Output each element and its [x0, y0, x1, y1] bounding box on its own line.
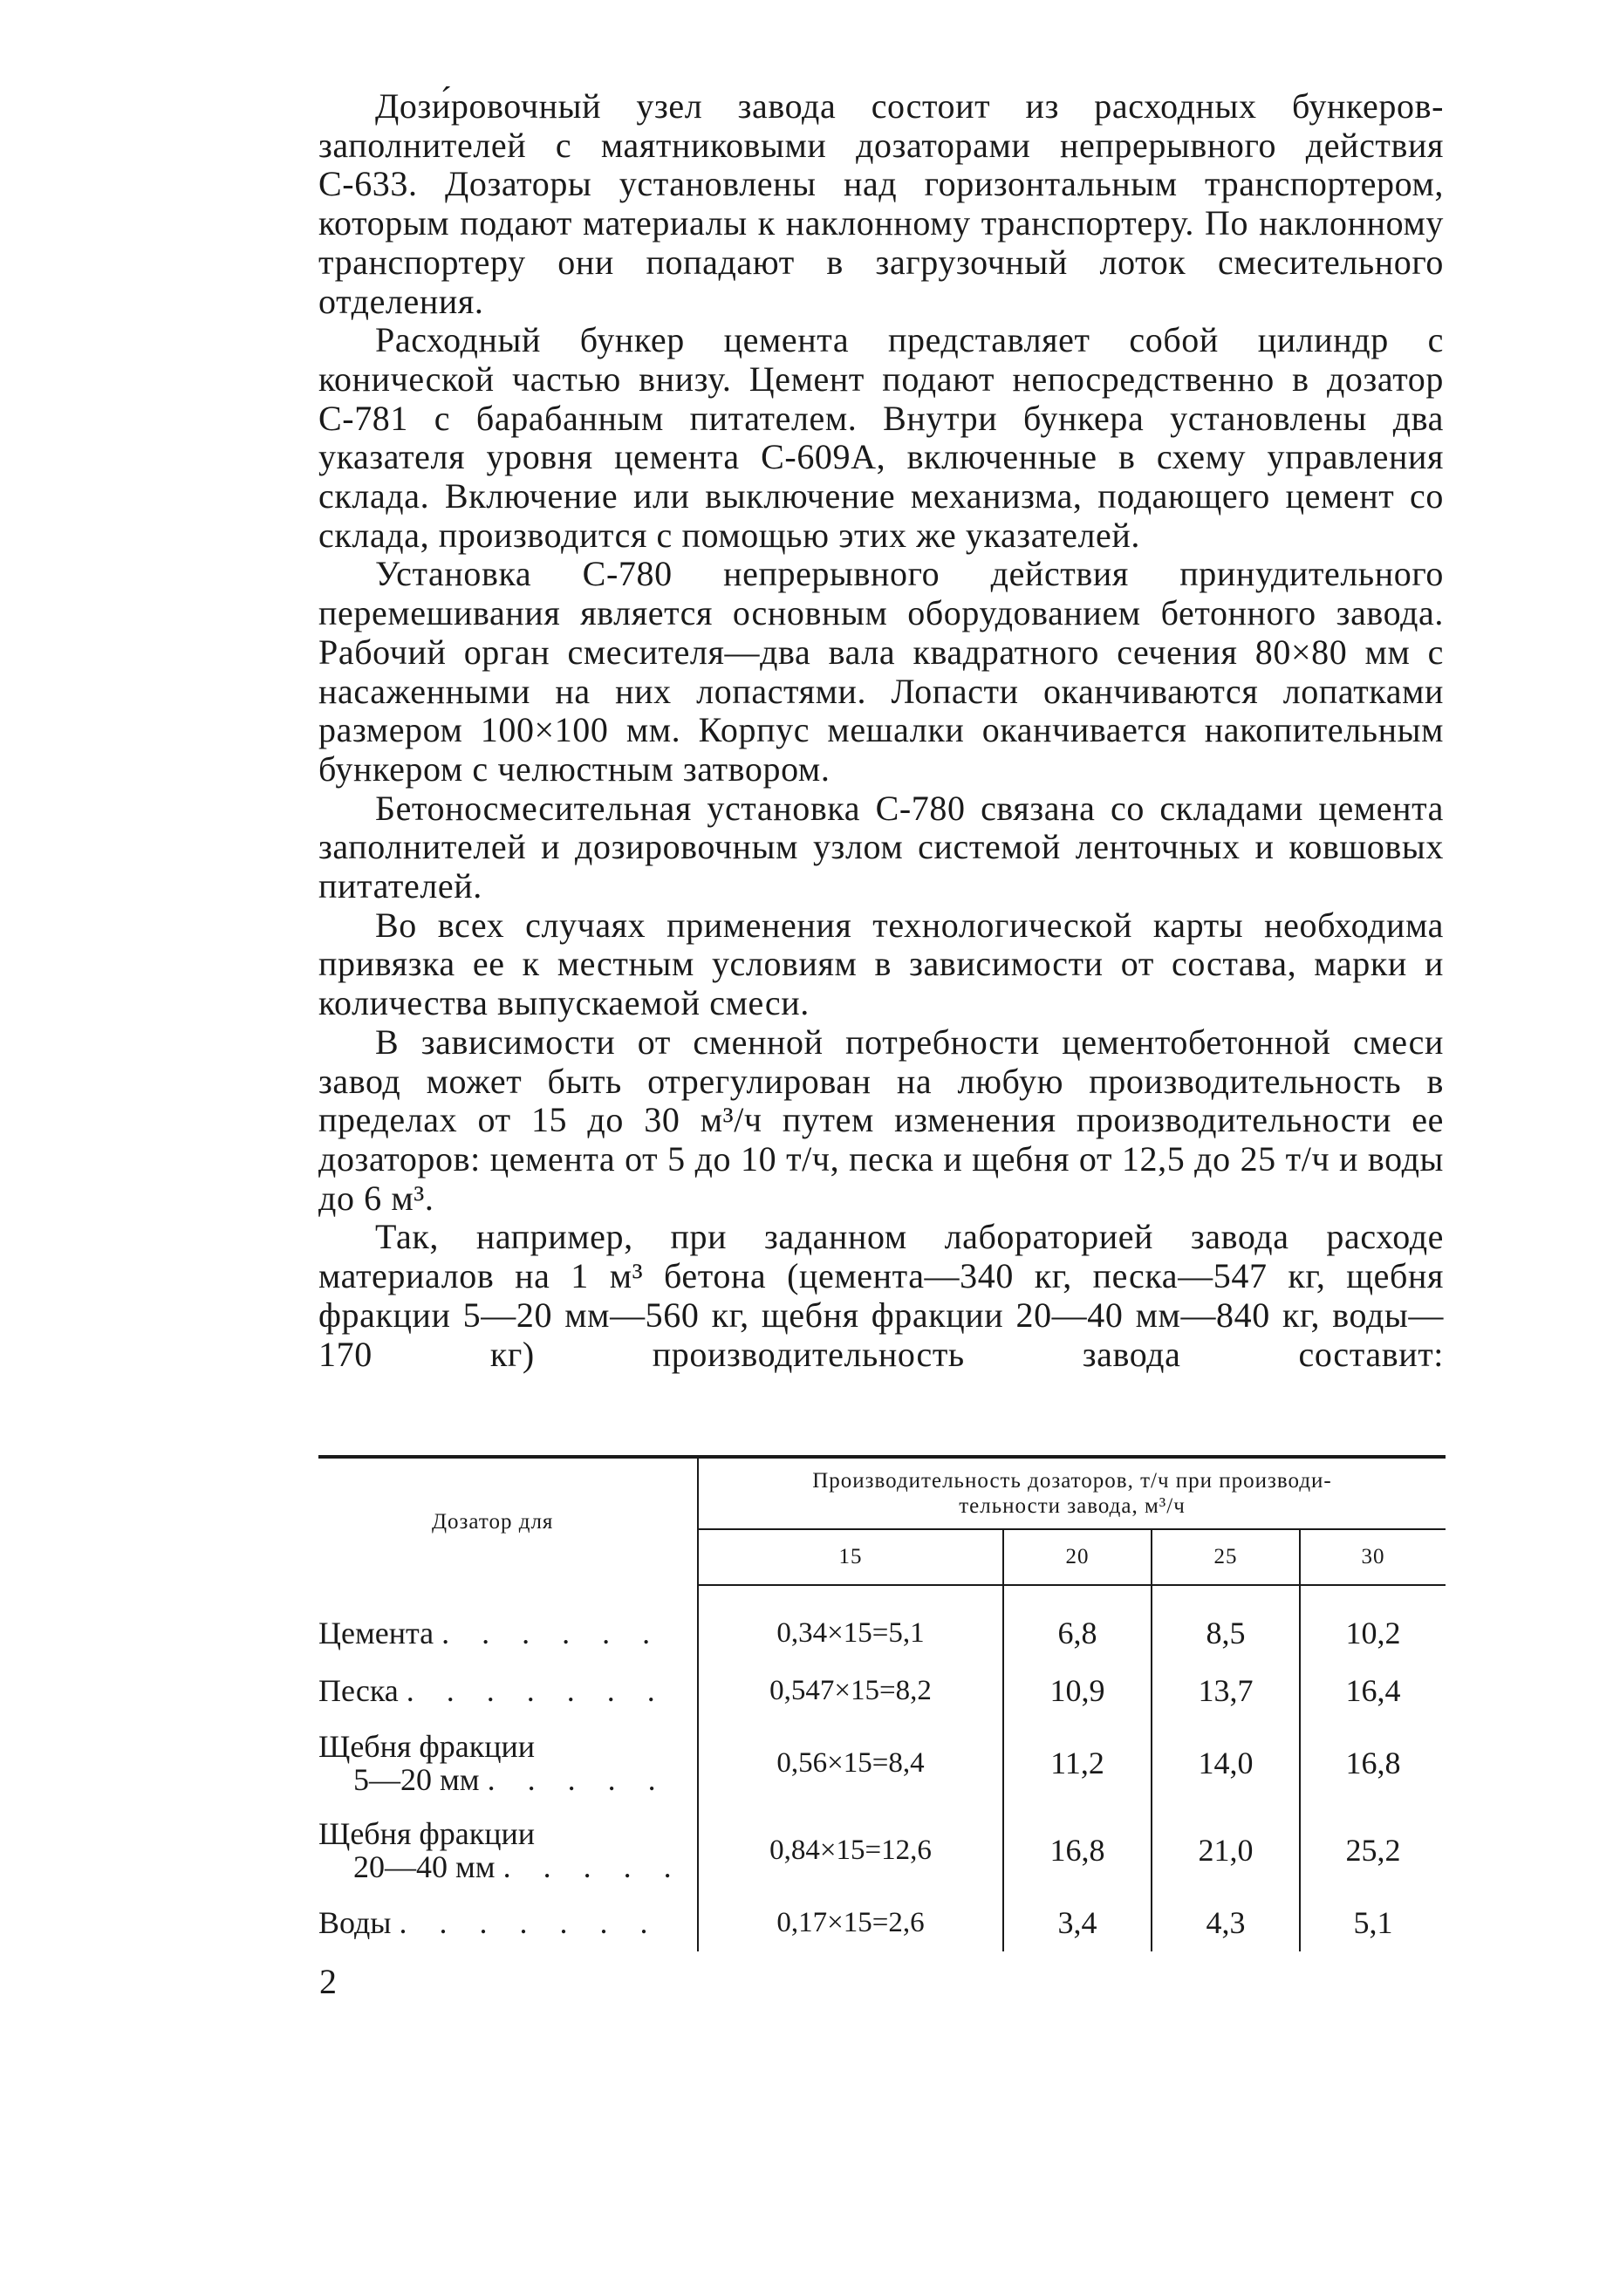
paragraph-cement-bunker: Расходный бункер цемента представляет собой цилиндр с конической частью внизу. Цемент подают непосредственно в дозатор С-781 с барабанным питателем. Внутри бункера установлены два указателя уровня цемента С-609А, включенные в схему управления склада. Включение или выключение механизма, подающего цемент со склада, производится с помощью этих же указателей.: [318, 320, 1444, 555]
value-cell-25: 21,0: [1152, 1807, 1300, 1894]
value-cell-30: 16,4: [1300, 1662, 1446, 1719]
value-cell-20: 16,8: [1003, 1807, 1152, 1894]
column-header-20: 20: [1003, 1529, 1152, 1585]
row-label: Воды . . . . . . .: [318, 1905, 660, 1940]
column-header-30: 30: [1300, 1529, 1446, 1585]
row-header-label: Дозатор для: [432, 1509, 554, 1534]
table-row: [318, 1585, 1446, 1662]
group-header-cell: [698, 1457, 1446, 1529]
formula-cell: 0,84×15=12,6: [698, 1807, 1003, 1894]
formula-cell: 0,17×15=2,6: [698, 1894, 1003, 1951]
value-cell-20: 10,9: [1003, 1662, 1152, 1719]
column-header-15: 15: [698, 1529, 1003, 1585]
paragraph-productivity-range: В зависимости от сменной потребности цементобетонной смеси завод может быть отрегулирован на любую производительность в пределах от 15 до 30 м³/ч путем изменения производительности ее дозаторов: цемента от 5 до 10 т/ч, песка и щебня от 12,5 до 25 т/ч и воды до 6 м³.: [318, 1022, 1444, 1218]
value-cell-30: 25,2: [1300, 1807, 1446, 1894]
table-header-row: [318, 1457, 1446, 1529]
dosage-table: [318, 1455, 1446, 1951]
paragraph-mixer-c780: Установка С-780 непрерывного действия принудительного перемешивания является основным оборудованием бетонного завода. Рабочий орган смесителя—два вала квадратного сечения 80×80 мм с насаженными на них лопастями. Лопасти оканчиваются лопатками размером 100×100 мм. Корпус мешалки оканчивается накопительным бункером с челюстным затвором.: [318, 554, 1444, 789]
table-row: [318, 1662, 1446, 1719]
table-row: [318, 1807, 1446, 1894]
group-header-line1: Производительность дозаторов, т/ч при производи-: [812, 1469, 1332, 1493]
paragraph-dosing-unit: Дози́ровочный узел завода состоит из расходных бункеров-заполнителей с маятниковыми дозаторами непрерывного действия С-633. Дозаторы установлены над горизонтальным транспортером, которым подают материалы к наклонному транспортеру. По наклонному транспортеру они попадают в загрузочный лоток смесительного отделения.: [318, 86, 1444, 321]
formula-cell: 0,56×15=8,4: [698, 1719, 1003, 1807]
formula-cell: 0,34×15=5,1: [698, 1585, 1003, 1662]
row-header-cell: [318, 1457, 698, 1585]
column-header-25: 25: [1152, 1529, 1300, 1585]
value-cell-30: 5,1: [1300, 1894, 1446, 1951]
paragraph-local-conditions: Во всех случаях применения технологической карты необходима привязка ее к местным условиям в зависимости от состава, марки и количества выпускаемой смеси.: [318, 905, 1444, 1023]
value-cell-20: 6,8: [1003, 1585, 1152, 1662]
value-cell-25: 4,3: [1152, 1894, 1300, 1951]
value-cell-30: 10,2: [1300, 1585, 1446, 1662]
value-cell-25: 8,5: [1152, 1585, 1300, 1662]
page-number: 2: [319, 1962, 337, 2001]
row-label: Щебня фракции 20—40 мм . . . . .: [318, 1816, 684, 1884]
value-cell-20: 11,2: [1003, 1719, 1152, 1807]
value-cell-20: 3,4: [1003, 1894, 1152, 1951]
value-cell-25: 13,7: [1152, 1662, 1300, 1719]
table-row: [318, 1719, 1446, 1807]
document-body: [318, 87, 1444, 1374]
formula-cell: 0,547×15=8,2: [698, 1662, 1003, 1719]
table-row: [318, 1894, 1446, 1951]
row-label: Щебня фракции 5—20 мм . . . . .: [318, 1729, 668, 1797]
row-label: Цемента . . . . . .: [318, 1615, 663, 1650]
value-cell-30: 16,8: [1300, 1719, 1446, 1807]
group-header-line2: тельности завода, м³/ч: [959, 1494, 1186, 1518]
row-label: Песка . . . . . . .: [318, 1673, 667, 1708]
value-cell-25: 14,0: [1152, 1719, 1300, 1807]
paragraph-mixer-connections: Бетоносмесительная установка С-780 связана со складами цемента заполнителей и дозировочным узлом системой ленточных и ковшовых питателей.: [318, 788, 1444, 906]
paragraph-example-intro: Так, например, при заданном лабораторией завода расходе материалов на 1 м³ бетона (цемента—340 кг, песка—547 кг, щебня фракции 5—20 мм—560 кг, щебня фракции 20—40 мм—840 кг, воды—170 кг) производительность завода составит:: [318, 1217, 1444, 1374]
